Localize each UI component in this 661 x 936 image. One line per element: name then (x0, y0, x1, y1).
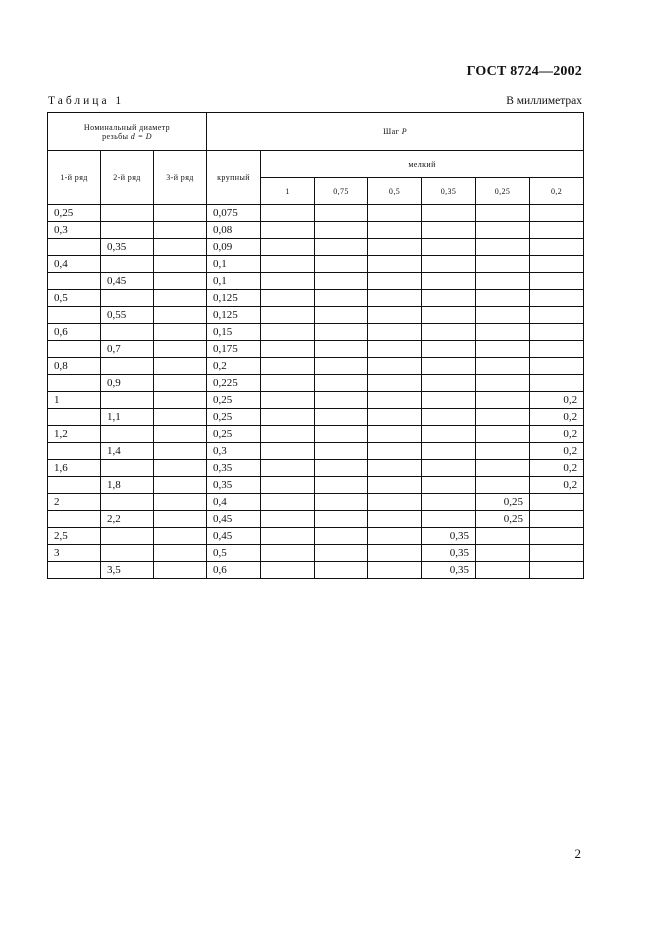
cell-row1 (48, 273, 101, 290)
cell-fine-05 (368, 273, 422, 290)
table-row (48, 477, 584, 494)
cell-fine-1 (261, 324, 315, 341)
cell-row1 (48, 239, 101, 256)
cell-row1: 1,2 (48, 426, 101, 443)
cell-fine-05 (368, 375, 422, 392)
cell-row2 (101, 324, 154, 341)
cell-fine-075 (315, 562, 368, 579)
cell-fine-02: 0,2 (530, 460, 584, 477)
cell-coarse: 0,25 (207, 426, 261, 443)
cell-coarse: 0,225 (207, 375, 261, 392)
cell-coarse: 0,09 (207, 239, 261, 256)
cell-fine-05 (368, 528, 422, 545)
cell-fine-035 (422, 409, 476, 426)
pitch-header (207, 113, 584, 151)
cell-fine-1 (261, 426, 315, 443)
table-row (48, 409, 584, 426)
cell-fine-05 (368, 545, 422, 562)
thread-word: резьбы (102, 131, 129, 141)
cell-fine-035 (422, 443, 476, 460)
fine-header: мелкий (261, 151, 584, 178)
cell-coarse: 0,2 (207, 358, 261, 375)
cell-fine-05 (368, 562, 422, 579)
cell-fine-035 (422, 290, 476, 307)
cell-fine-035 (422, 375, 476, 392)
cell-coarse: 0,45 (207, 528, 261, 545)
cell-coarse: 0,1 (207, 256, 261, 273)
cell-fine-1 (261, 392, 315, 409)
cell-fine-05 (368, 239, 422, 256)
cell-coarse: 0,25 (207, 392, 261, 409)
cell-row3 (154, 358, 207, 375)
cell-row1: 0,4 (48, 256, 101, 273)
cell-row3 (154, 222, 207, 239)
cell-row2: 1,4 (101, 443, 154, 460)
cell-fine-05 (368, 409, 422, 426)
cell-fine-075 (315, 222, 368, 239)
cell-fine-02 (530, 545, 584, 562)
coarse-header: крупный (207, 151, 261, 205)
cell-fine-1 (261, 307, 315, 324)
cell-coarse: 0,075 (207, 205, 261, 222)
cell-row3 (154, 426, 207, 443)
cell-row2 (101, 528, 154, 545)
table-row (48, 528, 584, 545)
pitch-symbol: P (401, 127, 407, 136)
table-row (48, 307, 584, 324)
cell-fine-035 (422, 205, 476, 222)
table-row (48, 375, 584, 392)
cell-row1: 1,6 (48, 460, 101, 477)
cell-fine-025 (476, 426, 530, 443)
cell-row1 (48, 307, 101, 324)
cell-fine-035 (422, 358, 476, 375)
cell-fine-025 (476, 443, 530, 460)
cell-row3 (154, 375, 207, 392)
cell-fine-075 (315, 545, 368, 562)
cell-fine-075 (315, 460, 368, 477)
cell-coarse: 0,1 (207, 273, 261, 290)
cell-row1 (48, 409, 101, 426)
cell-fine-02 (530, 375, 584, 392)
cell-fine-075 (315, 239, 368, 256)
cell-row1: 0,5 (48, 290, 101, 307)
cell-row2: 1,8 (101, 477, 154, 494)
cell-coarse: 0,25 (207, 409, 261, 426)
cell-fine-025 (476, 307, 530, 324)
cell-row2 (101, 426, 154, 443)
fine-col-02: 0,2 (530, 178, 584, 205)
cell-row1 (48, 562, 101, 579)
cell-fine-05 (368, 426, 422, 443)
cell-row3 (154, 494, 207, 511)
cell-fine-1 (261, 494, 315, 511)
table-row (48, 222, 584, 239)
cell-fine-075 (315, 290, 368, 307)
cell-fine-025 (476, 256, 530, 273)
thread-label (48, 132, 206, 141)
cell-row2: 0,35 (101, 239, 154, 256)
cell-row3 (154, 477, 207, 494)
cell-fine-02 (530, 562, 584, 579)
cell-row3 (154, 545, 207, 562)
cell-fine-035 (422, 307, 476, 324)
row3-header: 3-й ряд (154, 151, 207, 205)
cell-fine-1 (261, 375, 315, 392)
cell-row2 (101, 290, 154, 307)
cell-row3 (154, 562, 207, 579)
cell-fine-025 (476, 392, 530, 409)
cell-row3 (154, 324, 207, 341)
fine-col-05: 0,5 (368, 178, 422, 205)
cell-row2 (101, 545, 154, 562)
cell-row3 (154, 205, 207, 222)
cell-fine-05 (368, 392, 422, 409)
cell-coarse: 0,35 (207, 477, 261, 494)
cell-fine-025 (476, 528, 530, 545)
cell-row3 (154, 528, 207, 545)
cell-fine-02 (530, 341, 584, 358)
cell-fine-05 (368, 307, 422, 324)
cell-fine-1 (261, 205, 315, 222)
cell-row1: 0,6 (48, 324, 101, 341)
cell-fine-05 (368, 324, 422, 341)
cell-fine-02: 0,2 (530, 409, 584, 426)
table-header (48, 113, 584, 205)
cell-fine-02 (530, 205, 584, 222)
cell-row3 (154, 273, 207, 290)
cell-fine-075 (315, 528, 368, 545)
cell-fine-075 (315, 375, 368, 392)
cell-coarse: 0,6 (207, 562, 261, 579)
cell-fine-05 (368, 460, 422, 477)
cell-row1: 0,8 (48, 358, 101, 375)
cell-coarse: 0,5 (207, 545, 261, 562)
cell-fine-02 (530, 222, 584, 239)
fine-col-075: 0,75 (315, 178, 368, 205)
cell-fine-1 (261, 443, 315, 460)
table-row (48, 494, 584, 511)
cell-fine-05 (368, 290, 422, 307)
cell-fine-05 (368, 205, 422, 222)
cell-fine-025 (476, 460, 530, 477)
cell-fine-025 (476, 562, 530, 579)
cell-fine-025: 0,25 (476, 494, 530, 511)
cell-fine-1 (261, 341, 315, 358)
cell-fine-02 (530, 511, 584, 528)
cell-row2: 0,9 (101, 375, 154, 392)
cell-fine-075 (315, 324, 368, 341)
cell-fine-075 (315, 409, 368, 426)
cell-fine-02 (530, 528, 584, 545)
cell-fine-035 (422, 324, 476, 341)
table-row (48, 562, 584, 579)
table-row (48, 358, 584, 375)
units-note: В миллиметрах (506, 95, 582, 107)
cell-fine-05 (368, 443, 422, 460)
cell-fine-025 (476, 324, 530, 341)
cell-coarse: 0,175 (207, 341, 261, 358)
table-row (48, 290, 584, 307)
cell-fine-035: 0,35 (422, 545, 476, 562)
cell-fine-1 (261, 256, 315, 273)
cell-fine-035 (422, 256, 476, 273)
table-row (48, 426, 584, 443)
cell-row2: 0,7 (101, 341, 154, 358)
cell-fine-1 (261, 511, 315, 528)
cell-coarse: 0,3 (207, 443, 261, 460)
cell-fine-025 (476, 222, 530, 239)
row2-header: 2-й ряд (101, 151, 154, 205)
cell-row1 (48, 341, 101, 358)
cell-row1 (48, 443, 101, 460)
table-row (48, 239, 584, 256)
cell-fine-075 (315, 341, 368, 358)
row1-header: 1-й ряд (48, 151, 101, 205)
cell-row3 (154, 409, 207, 426)
cell-fine-025 (476, 477, 530, 494)
fine-col-025: 0,25 (476, 178, 530, 205)
cell-row2 (101, 358, 154, 375)
cell-row1: 0,3 (48, 222, 101, 239)
thread-pitch-table (47, 112, 584, 579)
table-row (48, 460, 584, 477)
cell-fine-035 (422, 273, 476, 290)
cell-fine-035 (422, 477, 476, 494)
table-row (48, 324, 584, 341)
cell-row1 (48, 511, 101, 528)
cell-row2: 1,1 (101, 409, 154, 426)
cell-fine-02 (530, 256, 584, 273)
cell-fine-02: 0,2 (530, 392, 584, 409)
cell-row3 (154, 443, 207, 460)
cell-fine-025: 0,25 (476, 511, 530, 528)
document-code: ГОСТ 8724—2002 (466, 64, 582, 79)
cell-row3 (154, 307, 207, 324)
cell-fine-035 (422, 341, 476, 358)
cell-fine-025 (476, 545, 530, 562)
cell-coarse: 0,08 (207, 222, 261, 239)
cell-fine-1 (261, 358, 315, 375)
cell-row1: 1 (48, 392, 101, 409)
cell-fine-1 (261, 290, 315, 307)
table-body (48, 205, 584, 579)
cell-fine-02 (530, 358, 584, 375)
cell-fine-075 (315, 256, 368, 273)
cell-fine-025 (476, 409, 530, 426)
cell-row2 (101, 222, 154, 239)
cell-fine-1 (261, 477, 315, 494)
cell-row3 (154, 460, 207, 477)
fine-col-1: 1 (261, 178, 315, 205)
nominal-diameter-header (48, 113, 207, 151)
cell-fine-05 (368, 256, 422, 273)
cell-fine-025 (476, 273, 530, 290)
cell-coarse: 0,4 (207, 494, 261, 511)
cell-fine-025 (476, 341, 530, 358)
page-number: 2 (574, 846, 581, 861)
fine-col-035: 0,35 (422, 178, 476, 205)
cell-fine-025 (476, 239, 530, 256)
cell-fine-1 (261, 273, 315, 290)
table-caption: Таблица 1 (48, 95, 125, 107)
cell-fine-02: 0,2 (530, 443, 584, 460)
cell-fine-025 (476, 375, 530, 392)
nominal-diameter-label: Номинальный диаметр (83, 122, 171, 132)
cell-row3 (154, 290, 207, 307)
cell-fine-075 (315, 494, 368, 511)
cell-row2 (101, 256, 154, 273)
cell-fine-075 (315, 358, 368, 375)
table-row (48, 256, 584, 273)
cell-row2 (101, 392, 154, 409)
table-row (48, 511, 584, 528)
cell-row1: 2,5 (48, 528, 101, 545)
cell-row1 (48, 375, 101, 392)
cell-fine-035: 0,35 (422, 528, 476, 545)
cell-fine-02 (530, 239, 584, 256)
cell-row1: 3 (48, 545, 101, 562)
cell-fine-075 (315, 273, 368, 290)
cell-row2: 0,55 (101, 307, 154, 324)
cell-row1 (48, 477, 101, 494)
cell-fine-035 (422, 392, 476, 409)
cell-fine-035 (422, 239, 476, 256)
cell-fine-025 (476, 290, 530, 307)
cell-fine-02 (530, 290, 584, 307)
cell-fine-075 (315, 477, 368, 494)
cell-fine-02 (530, 273, 584, 290)
cell-row3 (154, 511, 207, 528)
cell-fine-1 (261, 562, 315, 579)
cell-fine-1 (261, 545, 315, 562)
cell-fine-075 (315, 443, 368, 460)
cell-row1: 0,25 (48, 205, 101, 222)
cell-fine-02: 0,2 (530, 426, 584, 443)
cell-fine-035 (422, 222, 476, 239)
cell-row2 (101, 205, 154, 222)
cell-fine-05 (368, 358, 422, 375)
cell-fine-1 (261, 460, 315, 477)
cell-fine-075 (315, 426, 368, 443)
cell-coarse: 0,125 (207, 307, 261, 324)
cell-fine-05 (368, 494, 422, 511)
cell-row2: 0,45 (101, 273, 154, 290)
table-row (48, 443, 584, 460)
cell-fine-035 (422, 426, 476, 443)
cell-fine-025 (476, 358, 530, 375)
cell-row2 (101, 494, 154, 511)
cell-fine-035: 0,35 (422, 562, 476, 579)
cell-row3 (154, 256, 207, 273)
pitch-label: Шаг (383, 127, 400, 136)
cell-fine-075 (315, 205, 368, 222)
table-row (48, 273, 584, 290)
cell-fine-075 (315, 511, 368, 528)
cell-fine-1 (261, 409, 315, 426)
cell-fine-075 (315, 307, 368, 324)
cell-fine-05 (368, 222, 422, 239)
table-row (48, 205, 584, 222)
cell-fine-1 (261, 239, 315, 256)
cell-row2 (101, 460, 154, 477)
cell-row3 (154, 239, 207, 256)
cell-row2: 3,5 (101, 562, 154, 579)
cell-fine-05 (368, 341, 422, 358)
cell-coarse: 0,45 (207, 511, 261, 528)
cell-fine-02 (530, 324, 584, 341)
table-row (48, 545, 584, 562)
table-row (48, 392, 584, 409)
cell-coarse: 0,125 (207, 290, 261, 307)
cell-fine-1 (261, 528, 315, 545)
cell-row3 (154, 392, 207, 409)
cell-fine-035 (422, 494, 476, 511)
cell-fine-035 (422, 511, 476, 528)
cell-fine-05 (368, 477, 422, 494)
cell-coarse: 0,15 (207, 324, 261, 341)
cell-fine-025 (476, 205, 530, 222)
diameter-symbol: d = D (130, 131, 152, 141)
cell-fine-02: 0,2 (530, 477, 584, 494)
cell-fine-02 (530, 307, 584, 324)
cell-row2: 2,2 (101, 511, 154, 528)
cell-coarse: 0,35 (207, 460, 261, 477)
cell-fine-02 (530, 494, 584, 511)
table-row (48, 341, 584, 358)
cell-fine-075 (315, 392, 368, 409)
cell-fine-05 (368, 511, 422, 528)
cell-row3 (154, 341, 207, 358)
cell-row1: 2 (48, 494, 101, 511)
cell-fine-035 (422, 460, 476, 477)
cell-fine-1 (261, 222, 315, 239)
